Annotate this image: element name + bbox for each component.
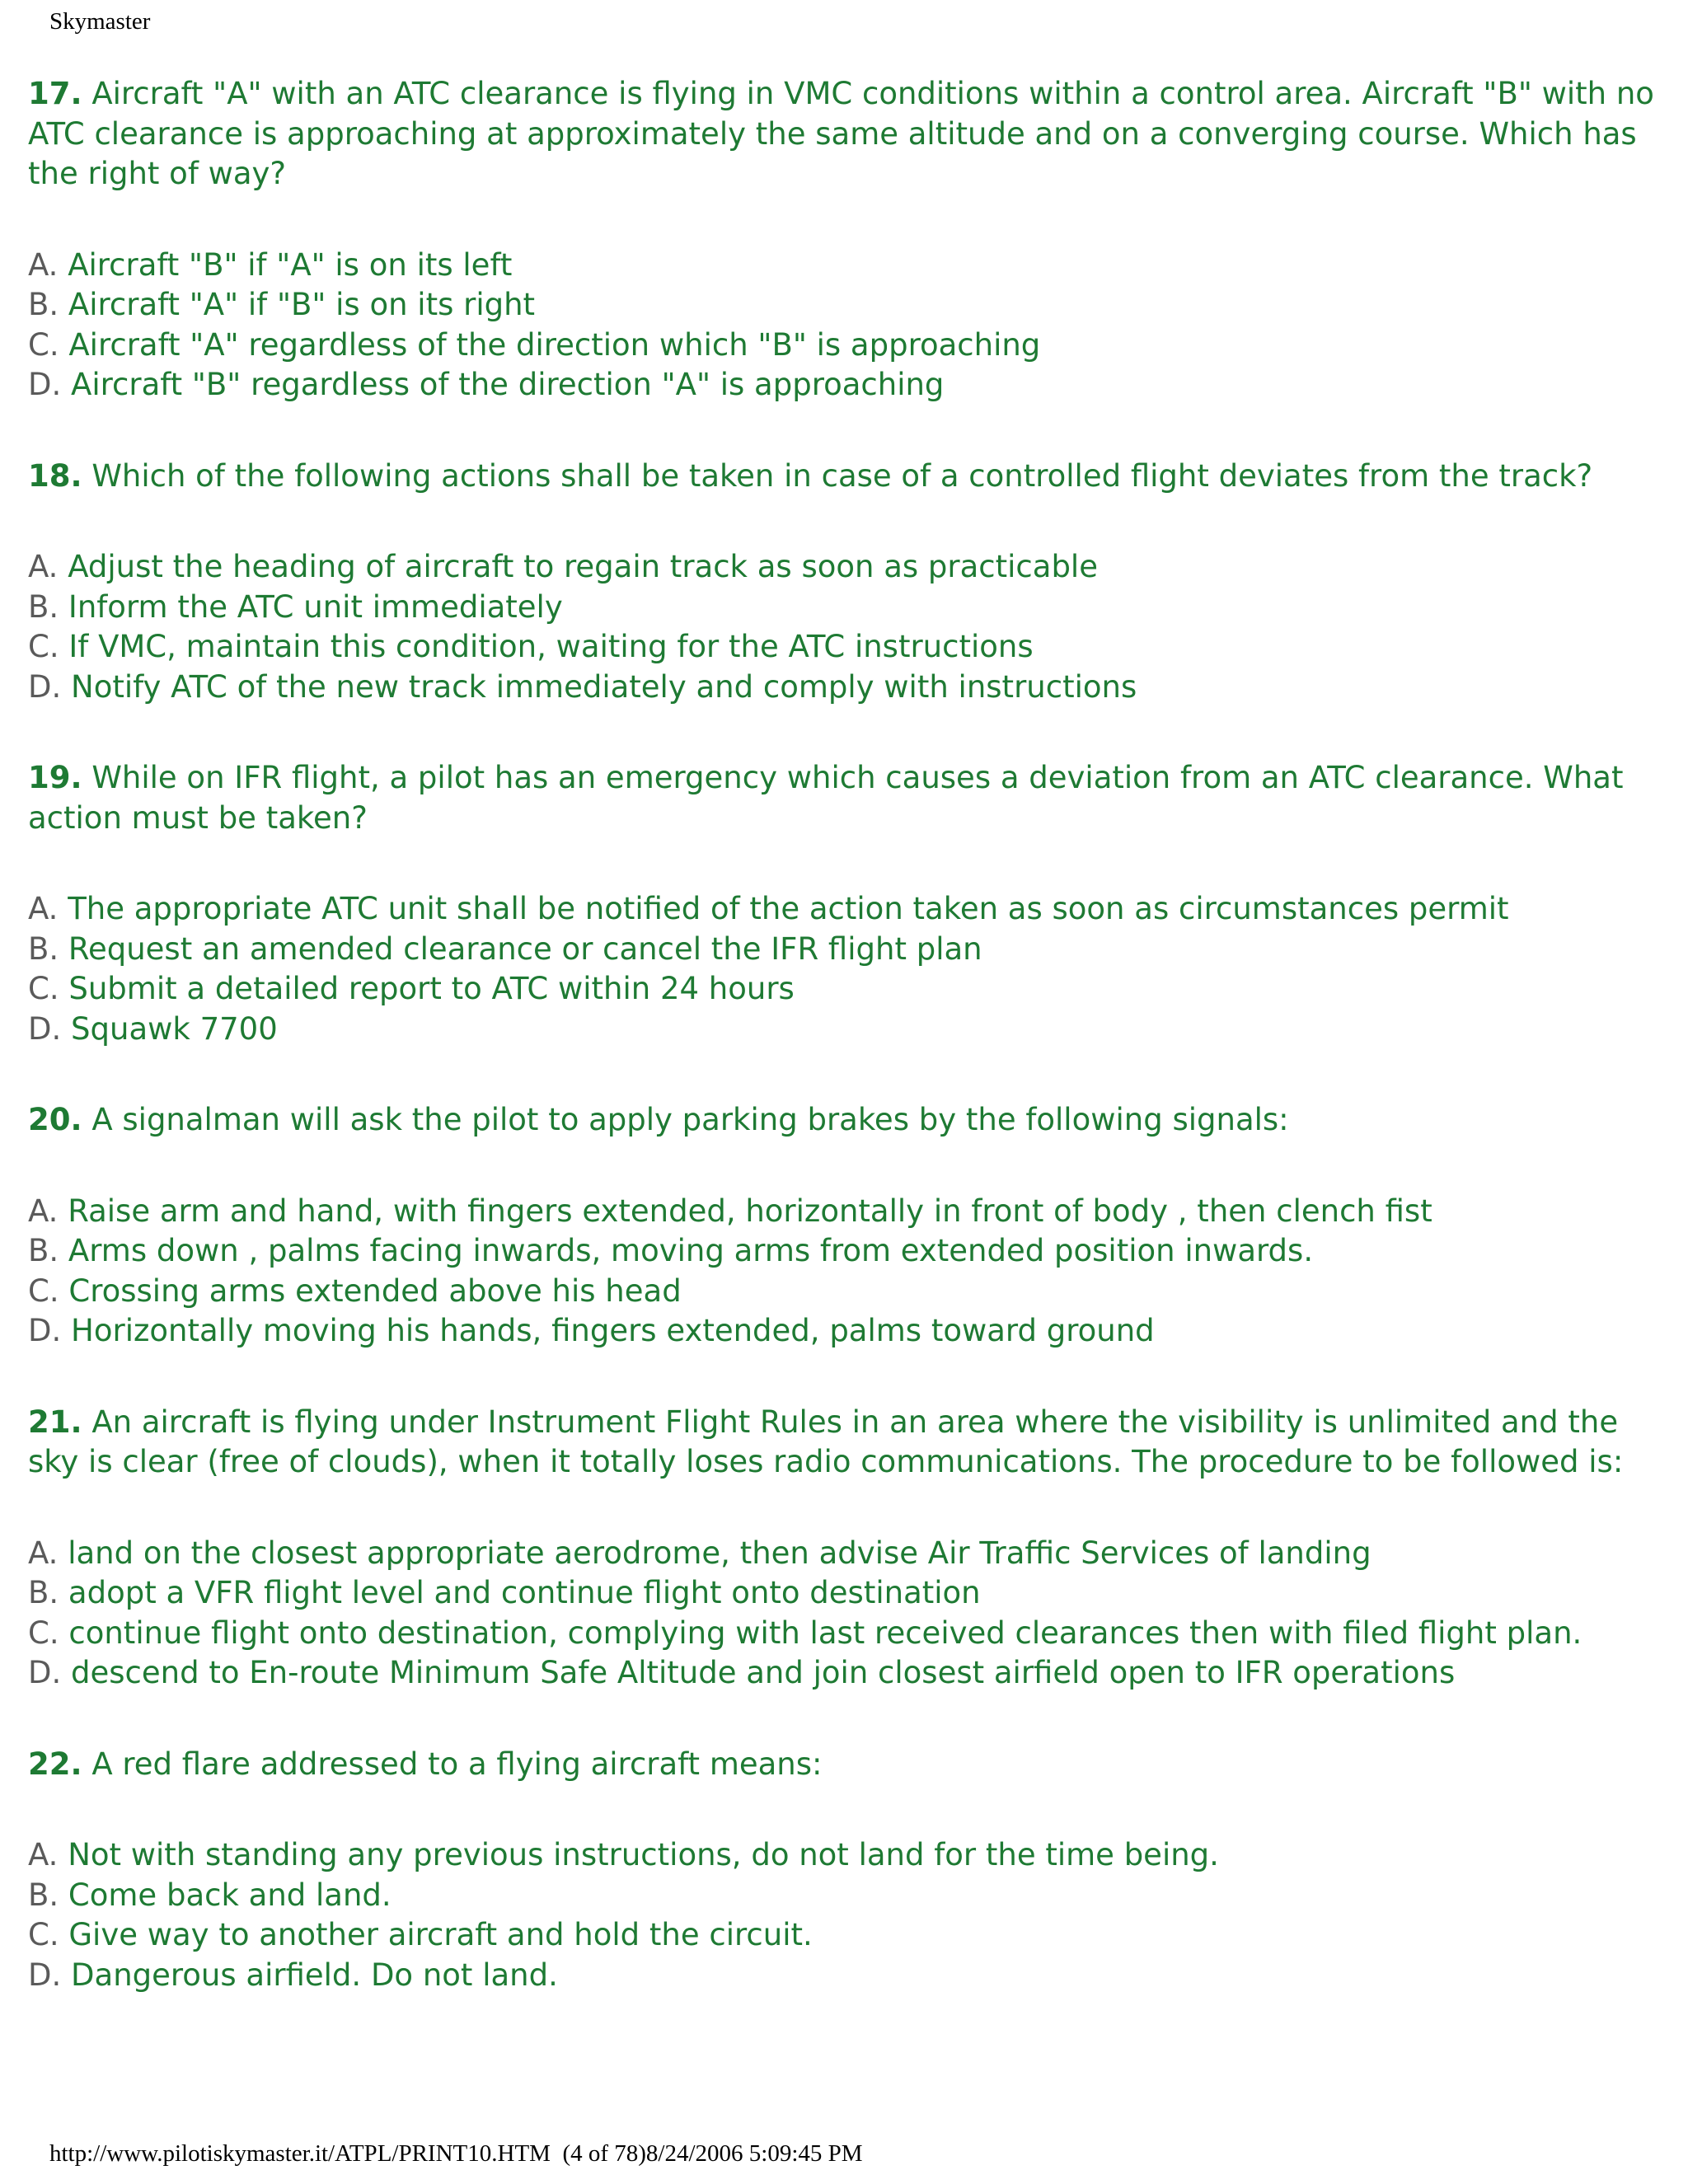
answer-option bbox=[28, 1534, 1660, 1574]
option-text: adopt a VFR flight level and continue flight onto destination bbox=[68, 1575, 981, 1610]
question-22 bbox=[28, 1745, 1660, 1996]
option-text: Notify ATC of the new track immediately and comply with instructions bbox=[71, 668, 1137, 705]
question-number: 21. bbox=[28, 1404, 82, 1440]
question-number: 22. bbox=[28, 1746, 82, 1782]
question-text bbox=[28, 457, 1660, 497]
option-text: descend to En-route Minimum Safe Altitude and join closest airfield open to IFR operations bbox=[71, 1655, 1456, 1690]
question-text bbox=[28, 1745, 1660, 1785]
answer-option bbox=[28, 1010, 1660, 1050]
option-label: A. bbox=[28, 549, 59, 584]
answer-option bbox=[28, 1835, 1660, 1876]
answer-option bbox=[28, 326, 1660, 366]
question-19 bbox=[28, 758, 1660, 1049]
answer-option bbox=[28, 1573, 1660, 1614]
option-text: Not with standing any previous instructions, do not land for the time being. bbox=[68, 1837, 1219, 1872]
answer-option bbox=[28, 1653, 1660, 1694]
question-number: 17. bbox=[28, 76, 82, 111]
option-text: Give way to another aircraft and hold the circuit. bbox=[68, 1917, 813, 1952]
option-label: A. bbox=[28, 1193, 59, 1229]
option-label: C. bbox=[28, 1272, 59, 1309]
question-number: 19. bbox=[28, 760, 82, 795]
option-text: Crossing arms extended above his head bbox=[68, 1272, 682, 1309]
answer-option bbox=[28, 365, 1660, 405]
option-label: B. bbox=[28, 287, 59, 322]
question-17 bbox=[28, 74, 1660, 405]
question-number: 20. bbox=[28, 1102, 82, 1137]
option-label: C. bbox=[28, 1615, 59, 1651]
option-label: C. bbox=[28, 1917, 59, 1952]
question-text bbox=[28, 1403, 1660, 1483]
question-20 bbox=[28, 1100, 1660, 1352]
answer-option bbox=[28, 1876, 1660, 1916]
option-text: Submit a detailed report to ATC within 24 hours bbox=[68, 971, 795, 1006]
question-body: Aircraft "A" with an ATC clearance is flying in VMC conditions within a control area. Aircraft "B" with no ATC clearance is approaching at approximately the same altitude and on a converging course. Which has the right of way? bbox=[28, 76, 1654, 191]
option-text: land on the closest appropriate aerodrome, then advise Air Traffic Services of landing bbox=[68, 1535, 1372, 1571]
answer-option bbox=[28, 1311, 1660, 1352]
option-label: A. bbox=[28, 891, 59, 926]
option-label: A. bbox=[28, 246, 59, 283]
answer-option bbox=[28, 668, 1660, 708]
question-21 bbox=[28, 1403, 1660, 1694]
answer-option bbox=[28, 930, 1660, 970]
option-text: Aircraft "B" if "A" is on its left bbox=[68, 246, 513, 283]
option-label: D. bbox=[28, 668, 62, 705]
page-header-title: Skymaster bbox=[49, 8, 151, 35]
option-label: D. bbox=[28, 1655, 62, 1690]
option-text: Arms down , palms facing inwards, moving arms from extended position inwards. bbox=[68, 1233, 1314, 1268]
option-text: Aircraft "A" regardless of the direction which "B" is approaching bbox=[68, 326, 1041, 363]
question-18 bbox=[28, 457, 1660, 708]
question-body: Which of the following actions shall be taken in case of a controlled flight deviates from the track? bbox=[91, 457, 1593, 494]
answer-option bbox=[28, 1272, 1660, 1312]
answer-option bbox=[28, 969, 1660, 1010]
question-text bbox=[28, 1100, 1660, 1141]
option-text: Squawk 7700 bbox=[71, 1010, 278, 1047]
question-body: A red flare addressed to a flying aircraft means: bbox=[91, 1746, 823, 1782]
question-text bbox=[28, 74, 1660, 194]
answer-option bbox=[28, 1192, 1660, 1232]
option-text: Inform the ATC unit immediately bbox=[68, 588, 563, 625]
option-label: D. bbox=[28, 1313, 62, 1348]
answer-option bbox=[28, 1956, 1660, 1996]
question-body: An aircraft is flying under Instrument Flight Rules in an area where the visibility is unlimited and the sky is clear (free of clouds), when it totally loses radio communications. The procedure to be followed is: bbox=[28, 1404, 1624, 1479]
answer-option bbox=[28, 627, 1660, 668]
answer-option bbox=[28, 285, 1660, 326]
option-label: D. bbox=[28, 1010, 62, 1047]
option-label: A. bbox=[28, 1837, 59, 1872]
option-text: Raise arm and hand, with fingers extended, horizontally in front of body , then clench fist bbox=[68, 1193, 1432, 1229]
option-label: B. bbox=[28, 1233, 59, 1268]
option-text: Aircraft "B" regardless of the direction "A" is approaching bbox=[71, 367, 945, 402]
option-text: Aircraft "A" if "B" is on its right bbox=[68, 287, 536, 322]
option-label: B. bbox=[28, 1877, 59, 1913]
option-text: Dangerous airfield. Do not land. bbox=[71, 1957, 558, 1993]
answer-option bbox=[28, 588, 1660, 628]
option-label: B. bbox=[28, 588, 59, 625]
option-label: A. bbox=[28, 1535, 59, 1571]
option-text: Come back and land. bbox=[68, 1877, 392, 1913]
option-label: B. bbox=[28, 1575, 59, 1610]
question-body: A signalman will ask the pilot to apply parking brakes by the following signals: bbox=[91, 1102, 1289, 1137]
answer-option bbox=[28, 1614, 1660, 1654]
option-text: Horizontally moving his hands, fingers extended, palms toward ground bbox=[71, 1313, 1155, 1348]
option-label: D. bbox=[28, 367, 62, 402]
option-text: Request an amended clearance or cancel the IFR flight plan bbox=[68, 930, 982, 967]
option-label: C. bbox=[28, 629, 59, 664]
answer-option bbox=[28, 1915, 1660, 1956]
answer-option bbox=[28, 246, 1660, 286]
question-list bbox=[28, 74, 1660, 2046]
option-text: Adjust the heading of aircraft to regain track as soon as practicable bbox=[68, 549, 1098, 584]
question-number: 18. bbox=[28, 457, 82, 494]
question-text bbox=[28, 758, 1660, 838]
option-label: D. bbox=[28, 1957, 62, 1993]
answer-option bbox=[28, 889, 1660, 930]
page-footer-url: http://www.pilotiskymaster.it/ATPL/PRINT10.HTM (4 of 78)8/24/2006 5:09:45 PM bbox=[49, 2140, 863, 2167]
option-label: C. bbox=[28, 326, 59, 363]
option-text: If VMC, maintain this condition, waiting for the ATC instructions bbox=[68, 629, 1034, 664]
option-label: C. bbox=[28, 971, 59, 1006]
option-text: The appropriate ATC unit shall be notified of the action taken as soon as circumstances permit bbox=[68, 891, 1509, 926]
answer-option bbox=[28, 1231, 1660, 1272]
option-text: continue flight onto destination, complying with last received clearances then with filed flight plan. bbox=[68, 1615, 1582, 1651]
option-label: B. bbox=[28, 930, 59, 967]
question-body: While on IFR flight, a pilot has an emergency which causes a deviation from an ATC clearance. What action must be taken? bbox=[28, 760, 1624, 836]
answer-option bbox=[28, 547, 1660, 588]
